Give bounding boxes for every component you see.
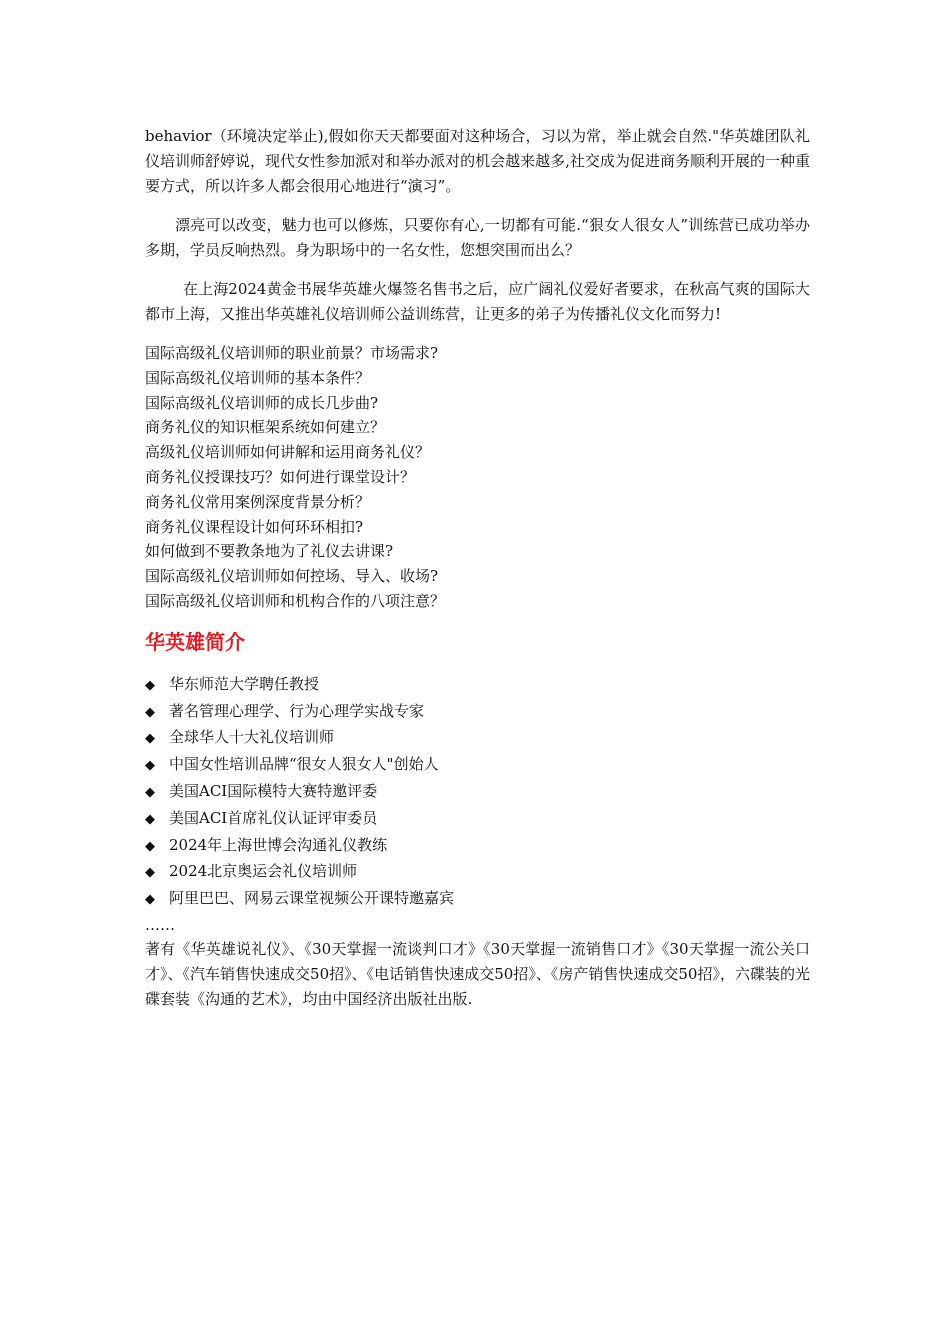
- diamond-bullet-icon: ◆: [145, 758, 155, 774]
- question-item: 商务礼仪的知识框架系统如何建立？: [145, 418, 386, 437]
- credential-item: [145, 806, 810, 833]
- credential-text: 全球华人十大礼仪培训师: [169, 728, 335, 747]
- question-item: 如何做到不要教条地为了礼仪去讲课?: [145, 542, 394, 561]
- question-item: 商务礼仪课程设计如何环环相扣?: [145, 517, 364, 536]
- credential-text: 2024北京奥运会礼仪培训师: [169, 862, 358, 881]
- credential-text: 2024年上海世博会沟通礼仪教练: [169, 835, 388, 854]
- diamond-bullet-icon: ◆: [145, 865, 155, 881]
- credential-text: 美国ACI首席礼仪认证评审委员: [169, 808, 378, 827]
- credential-item: [145, 725, 810, 752]
- credential-item: [145, 886, 810, 913]
- credential-text: 中国女性培训品牌“很女人狠女人"创始人: [169, 755, 439, 774]
- question-item: 国际高级礼仪培训师的成长几步曲?: [145, 393, 379, 412]
- credentials-list: [145, 672, 810, 913]
- question-item: 高级礼仪培训师如何讲解和运用商务礼仪？: [145, 443, 431, 462]
- credential-item: [145, 752, 810, 779]
- diamond-bullet-icon: ◆: [145, 677, 155, 693]
- published-works: 著有《华英雄说礼仪》、《30天掌握一流谈判口才》《30天掌握一流销售口才》《30天掌握一流公关口才》、《汽车销售快速成交50招》、《电话销售快速成交50招》、《房产销售快速成交50招》，六碟装的光碟套装《沟通的艺术》，均由中国经济出版社出版.: [145, 939, 810, 1008]
- diamond-bullet-icon: ◆: [145, 731, 155, 747]
- document-page: [145, 124, 810, 1012]
- credential-item: [145, 672, 810, 699]
- ellipsis: ……: [145, 915, 175, 934]
- credential-item: [145, 699, 810, 726]
- question-list: [145, 341, 810, 614]
- question-item: 国际高级礼仪培训师如何控场、导入、收场?: [145, 567, 439, 586]
- diamond-bullet-icon: ◆: [145, 838, 155, 854]
- diamond-bullet-icon: ◆: [145, 892, 155, 908]
- diamond-bullet-icon: ◆: [145, 784, 155, 800]
- question-item: 国际高级礼仪培训师和机构合作的八项注意？: [145, 591, 446, 610]
- credential-text: 著名管理心理学、行为心理学实战专家: [169, 701, 425, 720]
- credential-text: 美国ACI国际模特大赛特邀评委: [169, 781, 378, 800]
- credential-item: [145, 779, 810, 806]
- diamond-bullet-icon: ◆: [145, 704, 155, 720]
- intro-heading: 华英雄简介: [145, 629, 245, 654]
- credential-item: [145, 833, 810, 860]
- paragraph-behavior: behavior（环境决定举止),假如你天天都要面对这种场合，习以为常，举止就会自然."华英雄团队礼仪培训师舒婷说，现代女性参加派对和举办派对的机会越来越多,社交成为促进商务顺利开展的一种重要方式，所以许多人都会很用心地进行“演习”。: [145, 127, 810, 195]
- credential-item: [145, 859, 810, 886]
- paragraph-beauty: 漂亮可以改变，魅力也可以修炼，只要你有心,一切都有可能.“狠女人很女人”训练营已成功举办多期，学员反响热烈。身为职场中的一名女性，您想突围而出么？: [145, 216, 810, 259]
- question-item: 国际高级礼仪培训师的基本条件？: [145, 368, 371, 387]
- diamond-bullet-icon: ◆: [145, 811, 155, 827]
- credential-text: 华东师范大学聘任教授: [169, 674, 320, 693]
- credential-text: 阿里巴巴、网易云课堂视频公开课特邀嘉宾: [169, 889, 455, 908]
- question-item: 商务礼仪常用案例深度背景分析？: [145, 492, 371, 511]
- question-item: 国际高级礼仪培训师的职业前景？市场需求?: [145, 344, 439, 362]
- question-item: 商务礼仪授课技巧？如何进行课堂设计？: [145, 467, 416, 486]
- paragraph-bookfair: 在上海2024黄金书展华英雄火爆签名售书之后，应广阔礼仪爱好者要求，在秋高气爽的国际大都市上海，又推出华英雄礼仪培训师公益训练营，让更多的弟子为传播礼仪文化而努力!: [145, 280, 810, 323]
